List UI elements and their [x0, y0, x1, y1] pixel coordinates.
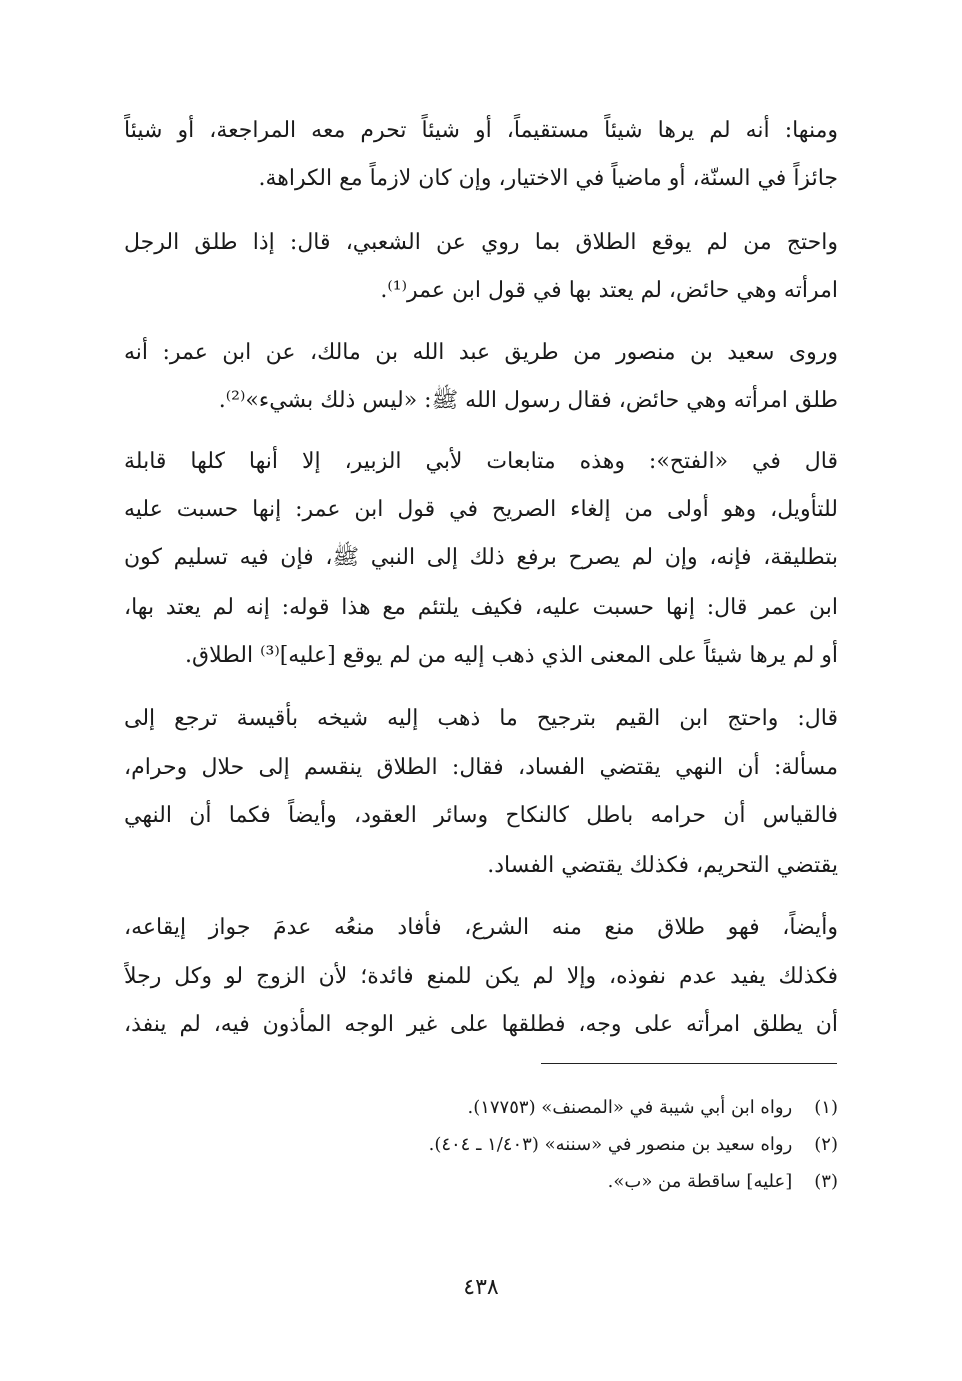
text-line: ومنها: أنه لم يرها شيئاً مستقيماً، أو شيئاً تحرم معه المراجعة، أو شيئاً	[124, 118, 838, 143]
text-line: للتأويل، وهو أولى من إلغاء الصريح في قول ابن عمر: إنها حسبت عليه	[124, 497, 838, 522]
footnote	[124, 1093, 838, 1123]
text-line: أن يطلق امرأته على وجه، فطلقها على غير الوجه المأذون فيه، لم ينفذ،	[124, 1012, 838, 1037]
footnote-number: (٢)	[814, 1134, 838, 1155]
text-line: وروى سعيد بن منصور من طريق عبد الله بن مالك، عن ابن عمر: أنه	[124, 340, 838, 365]
footnote-text: [عليه] ساقطة من «ب».	[607, 1171, 793, 1192]
text-line: واحتج من لم يوقع الطلاق بما روي عن الشعبي، قال: إذا طلق الرجل	[124, 230, 838, 255]
text-line: وأيضاً، فهو طلاق منع منه الشرع، فأفاد منعُه عدمَ جواز إيقاعه،	[124, 915, 838, 940]
text-line: امرأته وهي حائض، لم يعتد بها في قول ابن عمر⁽¹⁾.	[380, 278, 838, 303]
footnote-separator	[541, 1063, 837, 1064]
text-line: يقتضي التحريم، فكذلك يقتضي الفساد.	[487, 853, 838, 878]
text-line: فالقياس أن حرامه باطل كالنكاح وسائر العقود، وأيضاً فكما أن النهي	[124, 803, 838, 828]
text-line: مسألة: أن النهي يقتضي الفساد، فقال: الطلاق ينقسم إلى حلال وحرام،	[124, 755, 838, 780]
text-line: جائزاً في السنّة، أو ماضياً في الاختيار، وإن كان لازماً مع الكراهة.	[258, 166, 838, 191]
text-line: أو لم يرها شيئاً على المعنى الذي ذهب إليه من لم يوقع [عليه]⁽³⁾ الطلاق.	[185, 643, 838, 668]
footnote-text: رواه سعيد بن منصور في «سننه» (١/٤٠٣ ـ ٤٠٤).	[428, 1134, 793, 1155]
footnote-number: (١)	[814, 1097, 838, 1118]
text-line: قال: واحتج ابن القيم بترجيح ما ذهب إليه شيخه بأقيسة ترجع إلى	[124, 706, 838, 731]
footnote-text: رواه ابن أبي شيبة في «المصنف» (١٧٧٥٣).	[467, 1097, 793, 1118]
text-line: طلق امرأته وهي حائض، فقال رسول الله ﷺ: «ليس ذلك بشيء»⁽²⁾.	[218, 388, 838, 413]
footnote	[124, 1167, 838, 1197]
footnote-number: (٣)	[814, 1171, 838, 1192]
text-line: بتطليقة، فإنه، وإن لم يصرح برفع ذلك إلى النبي ﷺ، فإن فيه تسليم كون	[124, 545, 838, 570]
text-line: فكذلك يفيد عدم نفوذه، وإلا لم يكن للمنع فائدة؛ لأن الزوج لو وكل رجلاً	[124, 964, 838, 989]
footnote	[124, 1130, 838, 1160]
text-line: قال في «الفتح»: وهذه متابعات لأبي الزبير، إلا أنها كلها قابلة	[124, 449, 838, 474]
page-number: ٤٣٨	[463, 1275, 499, 1300]
text-line: ابن عمر قال: إنها حسبت عليه، فكيف يلتئم مع هذا قوله: إنه لم يعتد بها،	[124, 595, 838, 620]
